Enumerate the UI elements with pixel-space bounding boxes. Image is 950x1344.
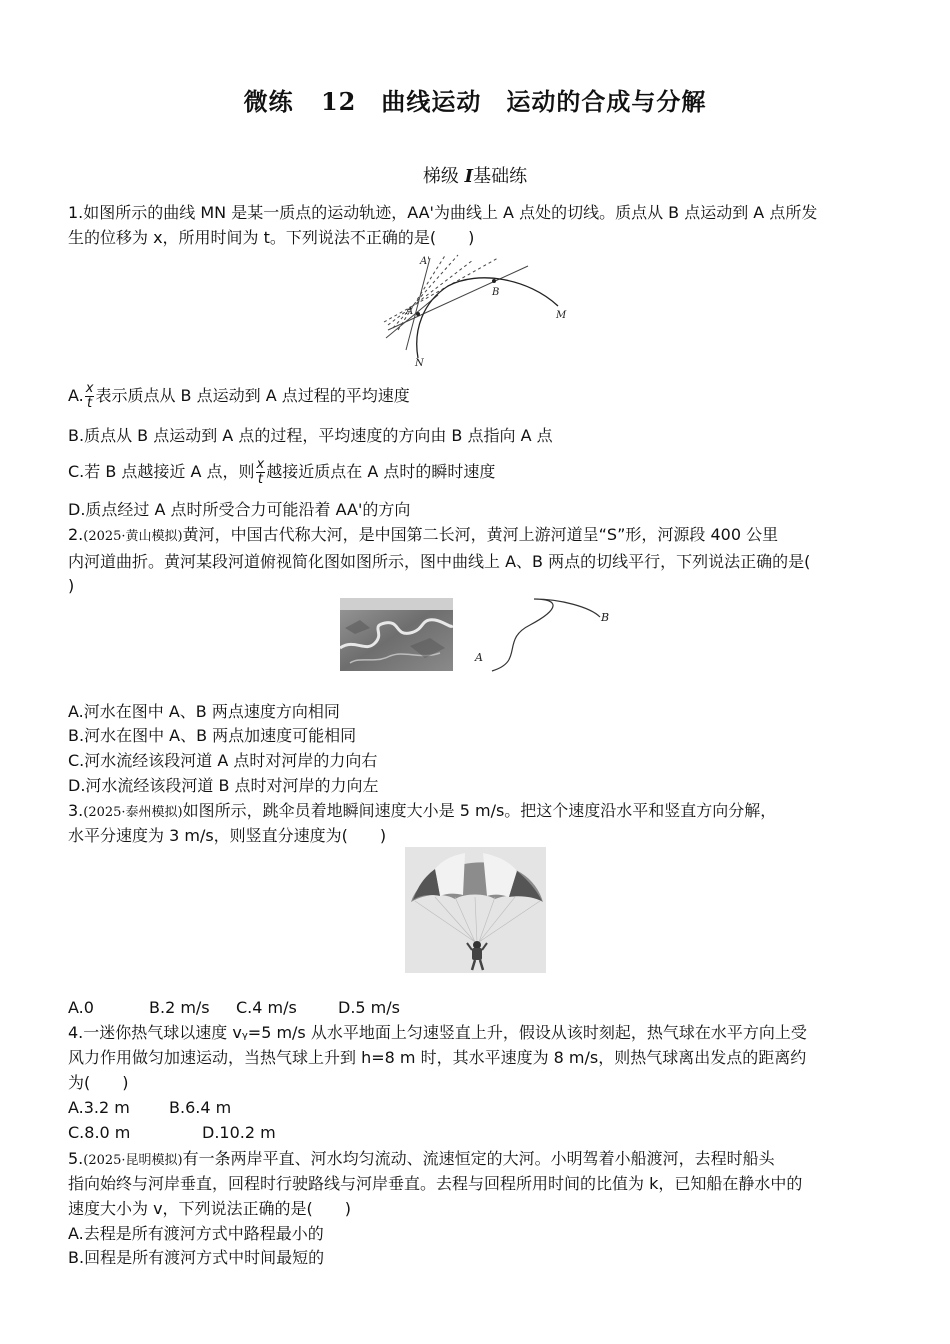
q2-option-a: A.河水在图中 A、B 两点速度方向相同 (68, 702, 340, 721)
trajectory-mn (417, 278, 558, 358)
q4-stem-line2: 风力作用做匀加速运动，当热气球上升到 h=8 m 时，其水平速度为 8 m/s，则热气球离出发点的距离约 (68, 1048, 807, 1067)
parachutist-photo (405, 847, 546, 973)
q3-option-d: D.5 m/s (338, 998, 400, 1017)
q4-stem-line1: 4.一迷你热气球以速度 vᵧ=5 m/s 从水平地面上匀速竖直上升，假设从该时刻起，热气球在水平方向上受 (68, 1023, 807, 1042)
q2-text: 黄河，中国古代称大河，是中国第二长河，黄河上游河道呈“S”形，河源段 400 公里 (182, 525, 779, 544)
q2-option-b: B.河水在图中 A、B 两点加速度可能相同 (68, 726, 357, 745)
q1-option-d: D.质点经过 A 点时所受合力可能沿着 AA'的方向 (68, 500, 411, 519)
label-a-prime: A' (420, 256, 430, 267)
q4-option-a: A.3.2 m (68, 1098, 130, 1117)
q2-river-diagram (470, 595, 620, 675)
q2-stem-line1 (68, 523, 880, 549)
yellow-river-photo (340, 598, 453, 671)
chord-line-1 (388, 266, 528, 330)
q5-stem-line3: 速度大小为 v，下列说法正确的是( ) (68, 1199, 352, 1218)
q5-option-b: B.回程是所有渡河方式中时间最短的 (68, 1248, 325, 1267)
option-a-label: A. (68, 386, 84, 405)
frac-numerator: x (85, 381, 94, 396)
chord-line-5 (384, 258, 498, 322)
q1-curve-figure (378, 250, 578, 370)
q1-option-c (68, 458, 880, 487)
label-b: B (492, 287, 500, 298)
chord-line-2 (388, 260, 473, 325)
frac-numerator: x (256, 457, 265, 472)
q3-option-a: A.0 (68, 998, 94, 1017)
q4-options-row2 (68, 1121, 880, 1145)
q2-stem-line2: 内河道曲折。黄河某段河道俯视简化图如图所示，图中曲线上 A、B 两点的切线平行，下列说法正确的是( (68, 552, 811, 571)
q3-options-row (68, 996, 880, 1020)
section-roman: Ⅰ (464, 166, 474, 187)
river-s-curve (492, 599, 600, 671)
q2-option-d: D.河水流经该段河道 B 点时对河岸的力向左 (68, 776, 379, 795)
fraction-x-over-t (256, 458, 266, 487)
q2-stem-line3: ) (68, 576, 75, 595)
q3-number: 3. (68, 801, 84, 820)
frac-denominator: t (87, 396, 93, 411)
q5-source: (2025·昆明模拟) (83, 1153, 183, 1168)
q5-stem-line1 (68, 1147, 880, 1173)
option-c-prefix: C.若 B 点越接近 A 点，则 (68, 462, 255, 481)
q3-stem-line1 (68, 799, 880, 825)
q5-option-a: A.去程是所有渡河方式中路程最小的 (68, 1224, 324, 1243)
page-title: 微练 12 曲线运动 运动的合成与分解 (243, 87, 707, 116)
q4-option-c: C.8.0 m (68, 1123, 131, 1142)
q5-text: 有一条两岸平直、河水均匀流动、流速恒定的大河。小明驾着小船渡河，去程时船头 (182, 1149, 775, 1168)
q1-option-b: B.质点从 B 点运动到 A 点的过程，平均速度的方向由 B 点指向 A 点 (68, 426, 553, 445)
option-a-text: 表示质点从 B 点运动到 A 点过程的平均速度 (95, 386, 410, 405)
label-m: M (556, 310, 567, 321)
q4-stem-line3: 为( ) (68, 1073, 129, 1092)
q1-stem-line1: 1.如图所示的曲线 MN 是某一质点的运动轨迹，AA'为曲线上 A 点处的切线。质点从 B 点运动到 A 点所发 (68, 203, 818, 222)
fraction-x-over-t (85, 382, 95, 411)
q2-source: (2025·黄山模拟) (83, 529, 183, 544)
label-n: N (415, 358, 424, 369)
q3-source: (2025·泰州模拟) (83, 805, 183, 820)
frac-denominator: t (257, 472, 263, 487)
q4-option-b: B.6.4 m (169, 1098, 232, 1117)
label-a: A (406, 306, 414, 317)
option-c-text: 越接近质点在 A 点时的瞬时速度 (266, 462, 496, 481)
q1-option-a (68, 382, 880, 411)
q2-option-c: C.河水流经该段河道 A 点时对河岸的力向右 (68, 751, 378, 770)
label-a: A (475, 651, 483, 664)
q3-stem-line2: 水平分速度为 3 m/s，则竖直分速度为( ) (68, 826, 387, 845)
section-suffix: 基础练 (473, 166, 528, 187)
q5-stem-line2: 指向始终与河岸垂直，回程时行驶路线与河岸垂直。去程与回程所用时间的比值为 k，已知船在静水中的 (68, 1174, 803, 1193)
q4-option-d: D.10.2 m (202, 1123, 276, 1142)
q1-stem-line2: 生的位移为 x，所用时间为 t。下列说法不正确的是( ) (68, 228, 475, 247)
q2-number: 2. (68, 525, 84, 544)
label-b: B (601, 611, 610, 624)
q5-number: 5. (68, 1149, 84, 1168)
section-heading (0, 162, 950, 188)
q3-text: 如图所示，跳伞员着地瞬间速度大小是 5 m/s。把这个速度沿水平和竖直方向分解， (182, 801, 777, 820)
q3-option-c: C.4 m/s (236, 998, 297, 1017)
q3-option-b: B.2 m/s (149, 998, 210, 1017)
q4-options-row1 (68, 1096, 880, 1120)
section-prefix: 梯级 (422, 166, 459, 187)
